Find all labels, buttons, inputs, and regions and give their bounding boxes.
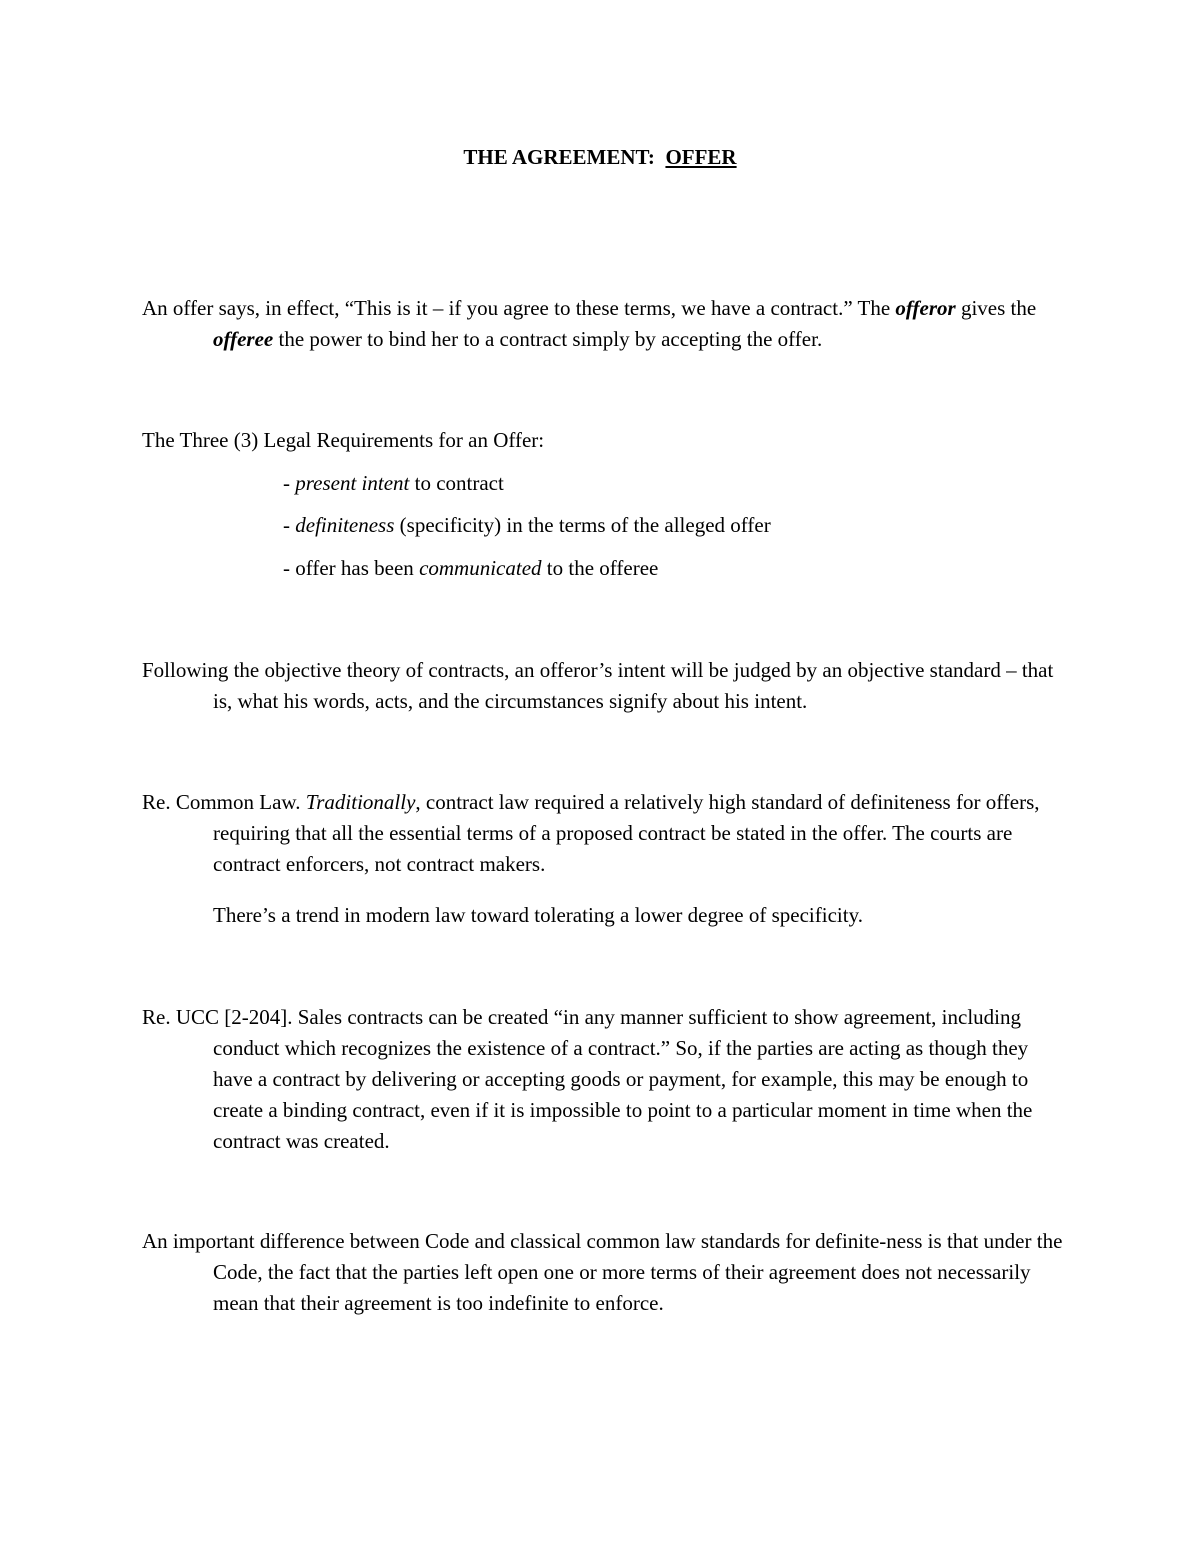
requirement-term: definiteness (295, 513, 395, 537)
offer-definition-text-2: gives the (955, 296, 1037, 320)
code-difference-paragraph: An important difference between Code and classical common law standards for definite-ness is that under the Code, the fact that the parties left open one or more terms of their agreement does not necessarily mean that their agreement is too indefinite to enforce. (142, 1229, 1063, 1315)
title-prefix: THE AGREEMENT: (463, 145, 655, 169)
page-title (0, 142, 1200, 173)
title-underlined: OFFER (665, 145, 737, 169)
common-law-text-2: , contract law required a relatively high standard of definiteness for offers, requiring that all the essential terms of a proposed contract be stated in the offer. The courts are contract enforcers, not contract makers. (213, 790, 1040, 876)
requirement-dash: - (283, 513, 296, 537)
requirement-text: to contract (409, 471, 504, 495)
offeror-term: offeror (895, 296, 956, 320)
traditionally-term: Traditionally (305, 790, 416, 814)
offer-definition-text: An offer says, in effect, “This is it – if you agree to these terms, we have a contract.” The (142, 296, 896, 320)
offer-definition-paragraph (142, 293, 1072, 355)
requirement-text: to the offeree (541, 556, 659, 580)
requirement-item (283, 553, 1083, 584)
offer-definition-text-3: the power to bind her to a contract simply by accepting the offer. (273, 327, 823, 351)
common-law-paragraph (142, 787, 1072, 880)
common-law-text: Re. Common Law. (142, 790, 306, 814)
modern-trend-line: There’s a trend in modern law toward tolerating a lower degree of specificity. (213, 903, 863, 927)
objective-theory-paragraph: Following the objective theory of contracts, an offeror’s intent will be judged by an objective standard – that is, what his words, acts, and the circumstances signify about his intent. (142, 658, 1054, 713)
requirements-heading: The Three (3) Legal Requirements for an Offer: (142, 428, 545, 452)
ucc-paragraph: Re. UCC [2-204]. Sales contracts can be created “in any manner sufficient to show agreement, including conduct which recognizes the existence of a contract.” So, if the parties are acting as though they have a contract by delivering or accepting goods or payment, for example, this may be enough to create a binding contract, even if it is impossible to point to a particular moment in time when the contract was created. (142, 1005, 1033, 1153)
requirement-item (283, 510, 1083, 541)
requirement-term: communicated (419, 556, 542, 580)
offeree-term: offeree (213, 327, 274, 351)
requirement-term: present intent (295, 471, 410, 495)
requirement-text: (specificity) in the terms of the alleged offer (394, 513, 771, 537)
requirement-item (283, 468, 1083, 499)
requirement-dash: - (283, 471, 296, 495)
requirement-text: - offer has been (283, 556, 420, 580)
